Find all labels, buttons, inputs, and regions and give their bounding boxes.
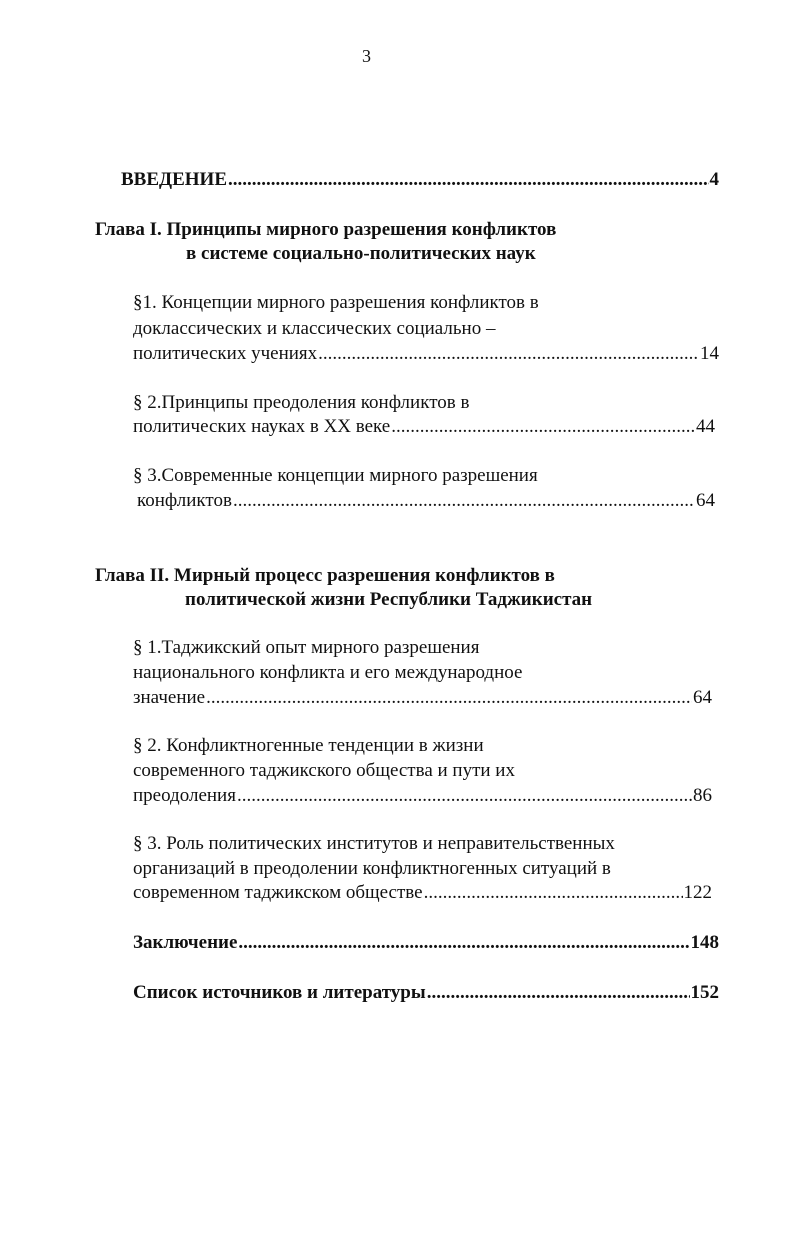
toc-entry-page: 86 [693,785,712,806]
section-line: § 3. Роль политических институтов и неправительственных [133,833,615,854]
dot-leader [424,881,683,905]
chapter-1-subtitle: в системе социально-политических наук [186,243,536,264]
toc-entry-ch2-s3[interactable] [133,881,712,905]
toc-entry-ch1-s3[interactable] [137,489,715,513]
toc-entry-page: 4 [709,169,719,190]
toc-entry-page: 64 [693,687,712,708]
dot-leader [238,931,689,955]
toc-entry-title: Список источников и литературы [133,982,426,1003]
toc-entry-title: значение [133,687,206,708]
toc-entry-ch1-s1[interactable] [133,342,719,366]
dot-leader [427,981,690,1005]
dot-leader [318,342,699,366]
section-line: § 3.Современные концепции мирного разрешения [133,465,538,486]
toc-entry-title: преодоления [133,785,236,806]
chapter-2-subtitle: политической жизни Республики Таджикистан [185,589,593,610]
toc-entry-introduction[interactable] [121,168,719,192]
toc-entry-title: современном таджикском обществе [133,882,423,903]
toc-entry-page: 148 [690,932,719,953]
toc-entry-page: 152 [690,982,719,1003]
section-line: § 1.Таджикский опыт мирного разрешения [133,637,480,658]
section-line: организаций в преодолении конфликтногенных ситуаций в [133,858,611,879]
toc-entry-title: Заключение [133,932,238,953]
dot-leader [228,168,709,192]
toc-entry-ch2-s2[interactable] [133,784,712,808]
section-line: § 2.Принципы преодоления конфликтов в [133,392,470,413]
dot-leader [206,686,692,710]
section-line: § 2. Конфликтногенные тенденции в жизни [133,735,484,756]
toc-entry-ch1-s2[interactable] [133,415,715,439]
chapter-1-title: Глава I. Принципы мирного разрешения конфликтов [95,219,557,240]
toc-entry-title: конфликтов [137,490,232,511]
dot-leader [237,784,692,808]
toc-entry-title: политических учениях [133,343,318,364]
chapter-2-title: Глава II. Мирный процесс разрешения конфликтов в [95,565,555,586]
toc-entry-page: 14 [700,343,719,364]
toc-entry-title: политических науках в XX веке [133,416,391,437]
toc-entry-page: 44 [696,416,715,437]
section-line: §1. Концепции мирного разрешения конфликтов в [133,292,539,313]
toc-entry-conclusion[interactable] [133,931,719,955]
section-line: национального конфликта и его международное [133,662,523,683]
toc-entry-bibliography[interactable] [133,981,719,1005]
toc-entry-ch2-s1[interactable] [133,686,712,710]
toc-entry-title: ВВЕДЕНИЕ [121,169,227,190]
page-number: 3 [362,46,371,66]
toc-entry-page: 122 [683,882,712,903]
section-line: доклассических и классических социально – [133,318,496,339]
section-line: современного таджикского общества и пути их [133,760,515,781]
toc-entry-page: 64 [696,490,715,511]
dot-leader [233,489,695,513]
dot-leader [391,415,695,439]
